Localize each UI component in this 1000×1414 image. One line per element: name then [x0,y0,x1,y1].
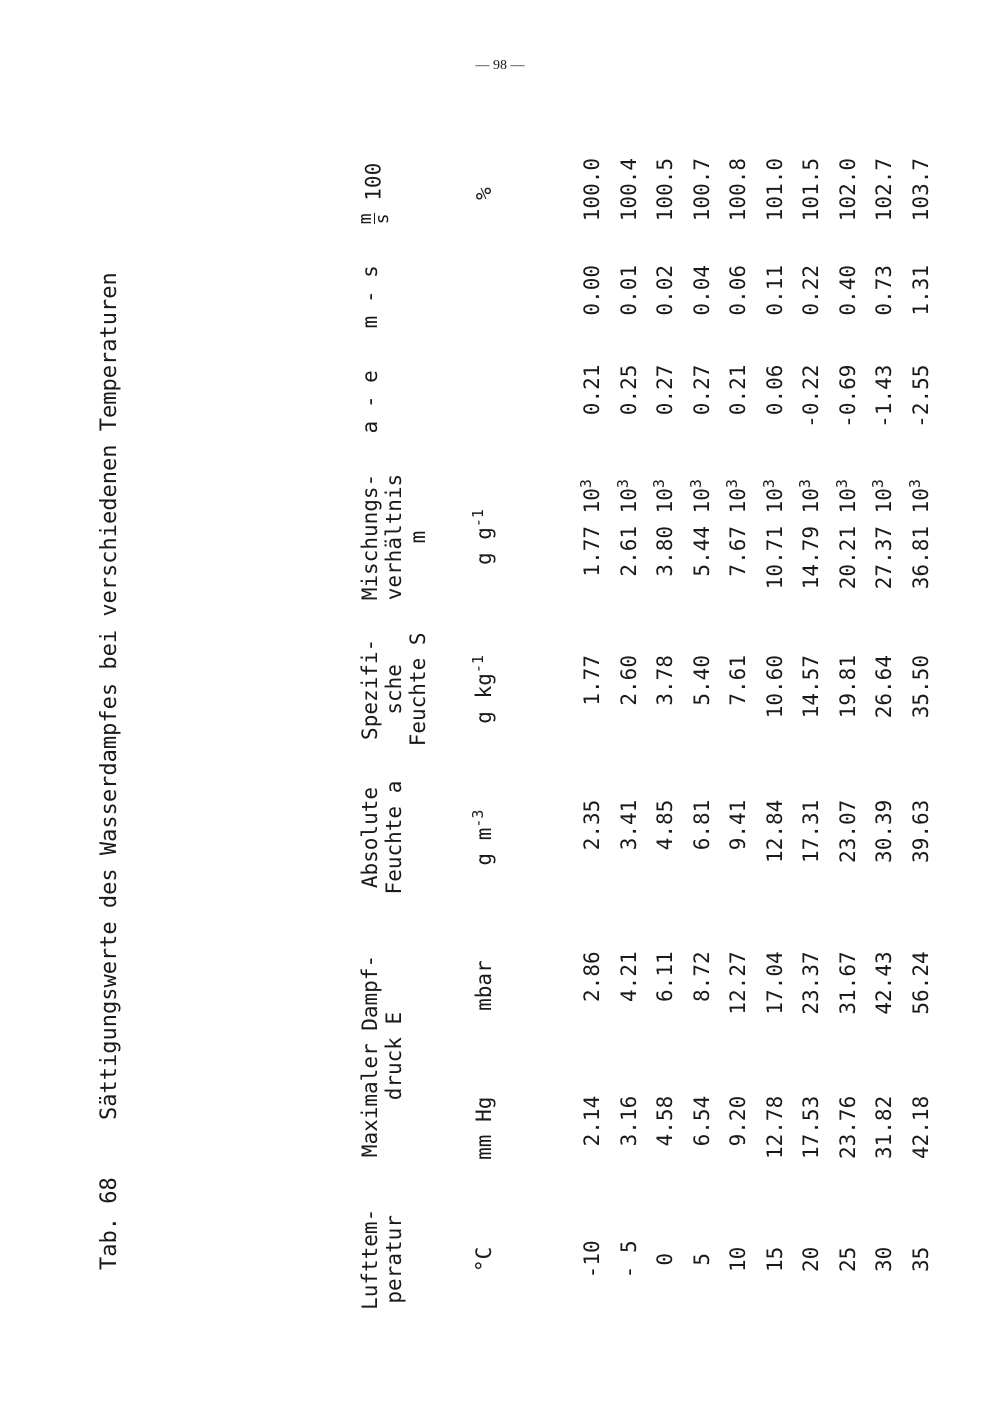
cell-mbar [647,913,684,1057]
cell-mmhg-value: 6.54 [689,1095,714,1147]
cell-m-minus-s [611,247,648,347]
cell-mixing-value: 36.81 10 [908,488,933,590]
cell-specific-value: 1.77 [580,655,605,706]
cell-mmhg [611,1058,648,1199]
cell-absolute-value: 39.63 [908,799,933,863]
cell-specific-value: 14.57 [799,655,824,719]
cell-mixing-value: 20.21 10 [835,488,860,590]
header-line: m [406,530,430,544]
cell-temperature-value: 15 [762,1246,787,1272]
cell-specific [793,617,830,762]
cell-mmhg [684,1058,721,1199]
header-line: sche [382,664,406,715]
cell-absolute [720,762,757,914]
cell-absolute-value: 4.85 [653,799,678,851]
cell-mbar-value: 23.37 [799,951,824,1015]
cell-m-minus-s [647,247,684,347]
cell-a-minus-e [866,347,903,457]
cell-temperature [757,1199,794,1320]
spacer-row [528,140,574,1320]
fraction-denominator: s [372,213,393,225]
cell-m-minus-s [720,247,757,347]
cell-mmhg-value: 3.16 [616,1095,641,1147]
cell-m-minus-s-value: 0.40 [835,264,860,316]
cell-mbar [903,913,940,1057]
cell-mixing-value: 3.80 10 [653,488,678,577]
unit-mixing [440,457,528,617]
cell-a-minus-e-value: 0.25 [616,364,641,416]
cell-mbar-value: 42.43 [872,951,897,1015]
cell-specific-value: 10.60 [762,655,787,719]
cell-specific [757,617,794,762]
cell-temperature [574,1199,611,1320]
cell-mbar-value: 31.67 [835,951,860,1015]
cell-ratio-value: 100.0 [580,158,605,222]
cell-a-minus-e-value: 0.21 [580,364,605,416]
cell-a-minus-e [574,347,611,457]
cell-mbar-value: 17.04 [762,951,787,1015]
cell-temperature [720,1199,757,1320]
cell-m-minus-s-value: 0.06 [726,264,751,316]
cell-mixing [684,457,721,617]
cell-a-minus-e-value: 0.27 [653,364,678,416]
header-specific-humidity [358,617,440,762]
cell-mmhg [903,1058,940,1199]
cell-mmhg [574,1058,611,1199]
cell-mbar [793,913,830,1057]
cell-ratio-value: 102.7 [872,158,897,222]
cell-ratio-value: 103.7 [908,158,933,222]
cell-temperature [793,1199,830,1320]
table-row [611,140,648,1320]
cell-a-minus-e [903,347,940,457]
table-title: Sättigungswerte des Wasserdampfes bei verschiedenen Temperaturen [97,272,122,1120]
cell-temperature-value: 10 [726,1246,751,1272]
cell-a-minus-e [830,347,867,457]
table-row [793,140,830,1320]
header-m-minus-s [358,247,440,347]
cell-absolute-value: 9.41 [726,799,751,851]
cell-mixing [720,457,757,617]
cell-mixing-value: 10.71 10 [762,488,787,590]
cell-m-minus-s-value: 0.73 [872,264,897,316]
cell-mmhg [830,1058,867,1199]
cell-mixing-value: 27.37 10 [872,488,897,590]
unit-a-minus-e [440,347,528,457]
cell-a-minus-e-value: 0.06 [762,364,787,416]
cell-absolute [611,762,648,914]
mixing-exponent: 3 [759,479,778,489]
cell-absolute [830,762,867,914]
cell-absolute-value: 30.39 [872,799,897,863]
cell-temperature-value: 5 [689,1253,714,1266]
mixing-exponent: 3 [869,479,888,489]
cell-a-minus-e-value: 0.27 [689,364,714,416]
header-line: verhältnis [382,473,406,601]
mixing-exponent: 3 [723,479,742,489]
header-line: Spezifi- [358,638,382,740]
header-line: m - s [358,265,382,329]
header-line: a - e [358,370,382,434]
unit-exponent: -3 [469,809,487,828]
cell-mmhg [757,1058,794,1199]
cell-a-minus-e [720,347,757,457]
cell-ratio [647,140,684,247]
table-body [528,140,939,1320]
cell-ratio [611,140,648,247]
cell-absolute-value: 12.84 [762,799,787,863]
table-row [830,140,867,1320]
cell-specific [830,617,867,762]
cell-specific [903,617,940,762]
cell-mmhg-value: 2.14 [580,1095,605,1147]
cell-mmhg-value: 17.53 [799,1095,824,1159]
mixing-exponent: 3 [832,479,851,489]
unit-base: g kg [472,673,496,724]
cell-mixing-value: 5.44 10 [689,488,714,577]
table-row [866,140,903,1320]
cell-specific [720,617,757,762]
mixing-exponent: 3 [686,479,705,489]
cell-mmhg-value: 12.78 [762,1095,787,1159]
header-line: Maximaler Dampf- [358,954,382,1158]
cell-a-minus-e [684,347,721,457]
cell-mmhg [647,1058,684,1199]
fraction-suffix: 100 [361,162,386,201]
header-a-minus-e [358,347,440,457]
table-row [757,140,794,1320]
cell-mmhg [720,1058,757,1199]
mixing-exponent: 3 [650,479,669,489]
cell-ratio-value: 100.4 [616,158,641,222]
cell-ratio [574,140,611,247]
cell-mmhg-value: 31.82 [872,1095,897,1159]
cell-mbar [684,913,721,1057]
cell-mixing-value: 7.67 10 [726,488,751,577]
cell-mmhg [793,1058,830,1199]
cell-mmhg-value: 4.58 [653,1095,678,1147]
unit-base: g m [472,827,496,866]
cell-m-minus-s-value: 0.00 [580,264,605,316]
cell-ratio [866,140,903,247]
cell-ratio-value: 100.8 [726,158,751,222]
cell-a-minus-e-value: -1.43 [872,364,897,428]
cell-ratio [720,140,757,247]
header-line: Absolute [358,786,382,889]
cell-m-minus-s [684,247,721,347]
cell-mmhg-value: 9.20 [726,1095,751,1147]
cell-absolute [757,762,794,914]
unit-mmhg: mm Hg [472,1096,496,1160]
page-number: — 98 — [475,58,525,73]
header-mixing-ratio [358,457,440,617]
cell-absolute [903,762,940,914]
table-row [720,140,757,1320]
cell-m-minus-s-value: 0.11 [762,264,787,316]
cell-m-minus-s [757,247,794,347]
header-line: Feuchte a [382,780,406,895]
cell-absolute-value: 6.81 [689,799,714,851]
cell-mbar-value: 56.24 [908,951,933,1015]
unit-base: g g [472,527,496,566]
cell-temperature [903,1199,940,1320]
cell-temperature-value: 0 [653,1253,678,1266]
cell-specific [574,617,611,762]
cell-specific [684,617,721,762]
cell-mixing [866,457,903,617]
cell-mbar [830,913,867,1057]
cell-a-minus-e-value: -0.69 [835,364,860,428]
table-row [903,140,940,1320]
header-line: Lufttem- [358,1208,382,1310]
cell-m-minus-s [574,247,611,347]
cell-m-minus-s [793,247,830,347]
header-row [358,140,440,1320]
table-caption [90,272,130,1270]
units-row [440,140,528,1320]
cell-mixing-value: 2.61 10 [616,488,641,577]
cell-specific-value: 26.64 [872,655,897,719]
cell-mixing [757,457,794,617]
cell-ratio [830,140,867,247]
cell-mbar-value: 2.86 [580,951,605,1002]
cell-absolute-value: 23.07 [835,799,860,863]
cell-m-minus-s-value: 0.02 [653,264,678,316]
cell-mmhg-value: 42.18 [908,1095,933,1159]
cell-mixing-value: 14.79 10 [799,488,824,590]
cell-absolute [793,762,830,914]
cell-temperature-value: - 5 [616,1240,641,1279]
cell-temperature-value: 25 [835,1246,860,1272]
header-temperature [358,1199,440,1320]
cell-specific-value: 35.50 [908,655,933,719]
cell-a-minus-e-value: -0.22 [799,364,824,428]
cell-a-minus-e [611,347,648,457]
unit-absolute [440,762,528,914]
cell-m-minus-s [903,247,940,347]
cell-absolute-value: 17.31 [799,799,824,863]
cell-ratio [793,140,830,247]
cell-ratio [757,140,794,247]
cell-mixing [793,457,830,617]
cell-specific-value: 3.78 [653,655,678,706]
table-row [684,140,721,1320]
cell-specific-value: 19.81 [835,655,860,719]
cell-temperature-value: 30 [872,1246,897,1272]
cell-mixing-value: 1.77 10 [580,488,605,577]
saturation-table [355,140,939,1320]
cell-specific [647,617,684,762]
cell-specific-value: 5.40 [689,655,714,706]
cell-temperature [611,1199,648,1320]
header-line: peratur [382,1215,406,1304]
cell-temperature [647,1199,684,1320]
table-row [647,140,684,1320]
header-m-over-s [355,140,440,247]
cell-ratio-value: 100.7 [689,158,714,222]
cell-m-minus-s-value: 1.31 [908,264,933,316]
cell-mbar-value: 6.11 [653,951,678,1002]
cell-mbar [574,913,611,1057]
cell-temperature [830,1199,867,1320]
cell-ratio-value: 102.0 [835,158,860,222]
cell-specific-value: 7.61 [726,655,751,706]
spacer-cell [528,140,574,1320]
cell-a-minus-e-value: -2.55 [908,364,933,428]
cell-mbar-value: 8.72 [689,951,714,1002]
cell-m-minus-s-value: 0.04 [689,264,714,316]
cell-absolute [866,762,903,914]
cell-mbar-value: 4.21 [616,951,641,1002]
cell-ratio [684,140,721,247]
cell-absolute-value: 3.41 [616,799,641,851]
cell-specific-value: 2.60 [616,655,641,706]
cell-temperature-value: 35 [908,1246,933,1272]
cell-mbar [720,913,757,1057]
cell-temperature [866,1199,903,1320]
cell-a-minus-e [793,347,830,457]
cell-ratio-value: 101.5 [799,158,824,222]
mixing-exponent: 3 [577,479,596,489]
cell-mixing [647,457,684,617]
mixing-exponent: 3 [905,479,924,489]
table-row [574,140,611,1320]
cell-mbar [611,913,648,1057]
cell-ratio-value: 101.0 [762,158,787,222]
cell-mbar-value: 12.27 [726,951,751,1015]
header-line: druck E [382,1011,406,1101]
cell-mixing [611,457,648,617]
cell-mixing [903,457,940,617]
unit-mbar: mbar [472,960,496,1011]
cell-ratio [903,140,940,247]
unit-m-minus-s [440,247,528,347]
cell-mbar [757,913,794,1057]
header-absolute-humidity [358,762,440,914]
table-number: Tab. 68 [97,1177,122,1270]
cell-absolute [647,762,684,914]
unit-specific [440,617,528,762]
cell-absolute [574,762,611,914]
cell-temperature-value: 20 [799,1246,824,1272]
cell-mmhg-value: 23.76 [835,1095,860,1159]
cell-a-minus-e-value: 0.21 [726,364,751,416]
unit-temperature: °C [472,1246,496,1272]
cell-mmhg [866,1058,903,1199]
cell-specific [611,617,648,762]
header-line: Mischungs- [358,473,382,601]
cell-mixing [574,457,611,617]
unit-percent: % [472,187,496,200]
cell-m-minus-s [866,247,903,347]
cell-a-minus-e [647,347,684,457]
header-vapor-pressure [358,913,440,1198]
header-line: Feuchte S [406,632,430,747]
mixing-exponent: 3 [613,479,632,489]
mixing-exponent: 3 [796,479,815,489]
unit-exponent: -1 [469,509,487,528]
cell-m-minus-s-value: 0.22 [799,264,824,316]
cell-m-minus-s [830,247,867,347]
cell-temperature-value: -10 [580,1240,605,1279]
cell-m-minus-s-value: 0.01 [616,264,641,316]
rotated-table-sheet [90,90,933,1310]
cell-a-minus-e [757,347,794,457]
cell-mbar [866,913,903,1057]
cell-absolute [684,762,721,914]
cell-mixing [830,457,867,617]
cell-absolute-value: 2.35 [580,799,605,851]
cell-temperature [684,1199,721,1320]
unit-exponent: -1 [469,655,487,674]
fraction-numerator: m [355,213,376,225]
cell-ratio-value: 100.5 [653,158,678,222]
cell-specific [866,617,903,762]
